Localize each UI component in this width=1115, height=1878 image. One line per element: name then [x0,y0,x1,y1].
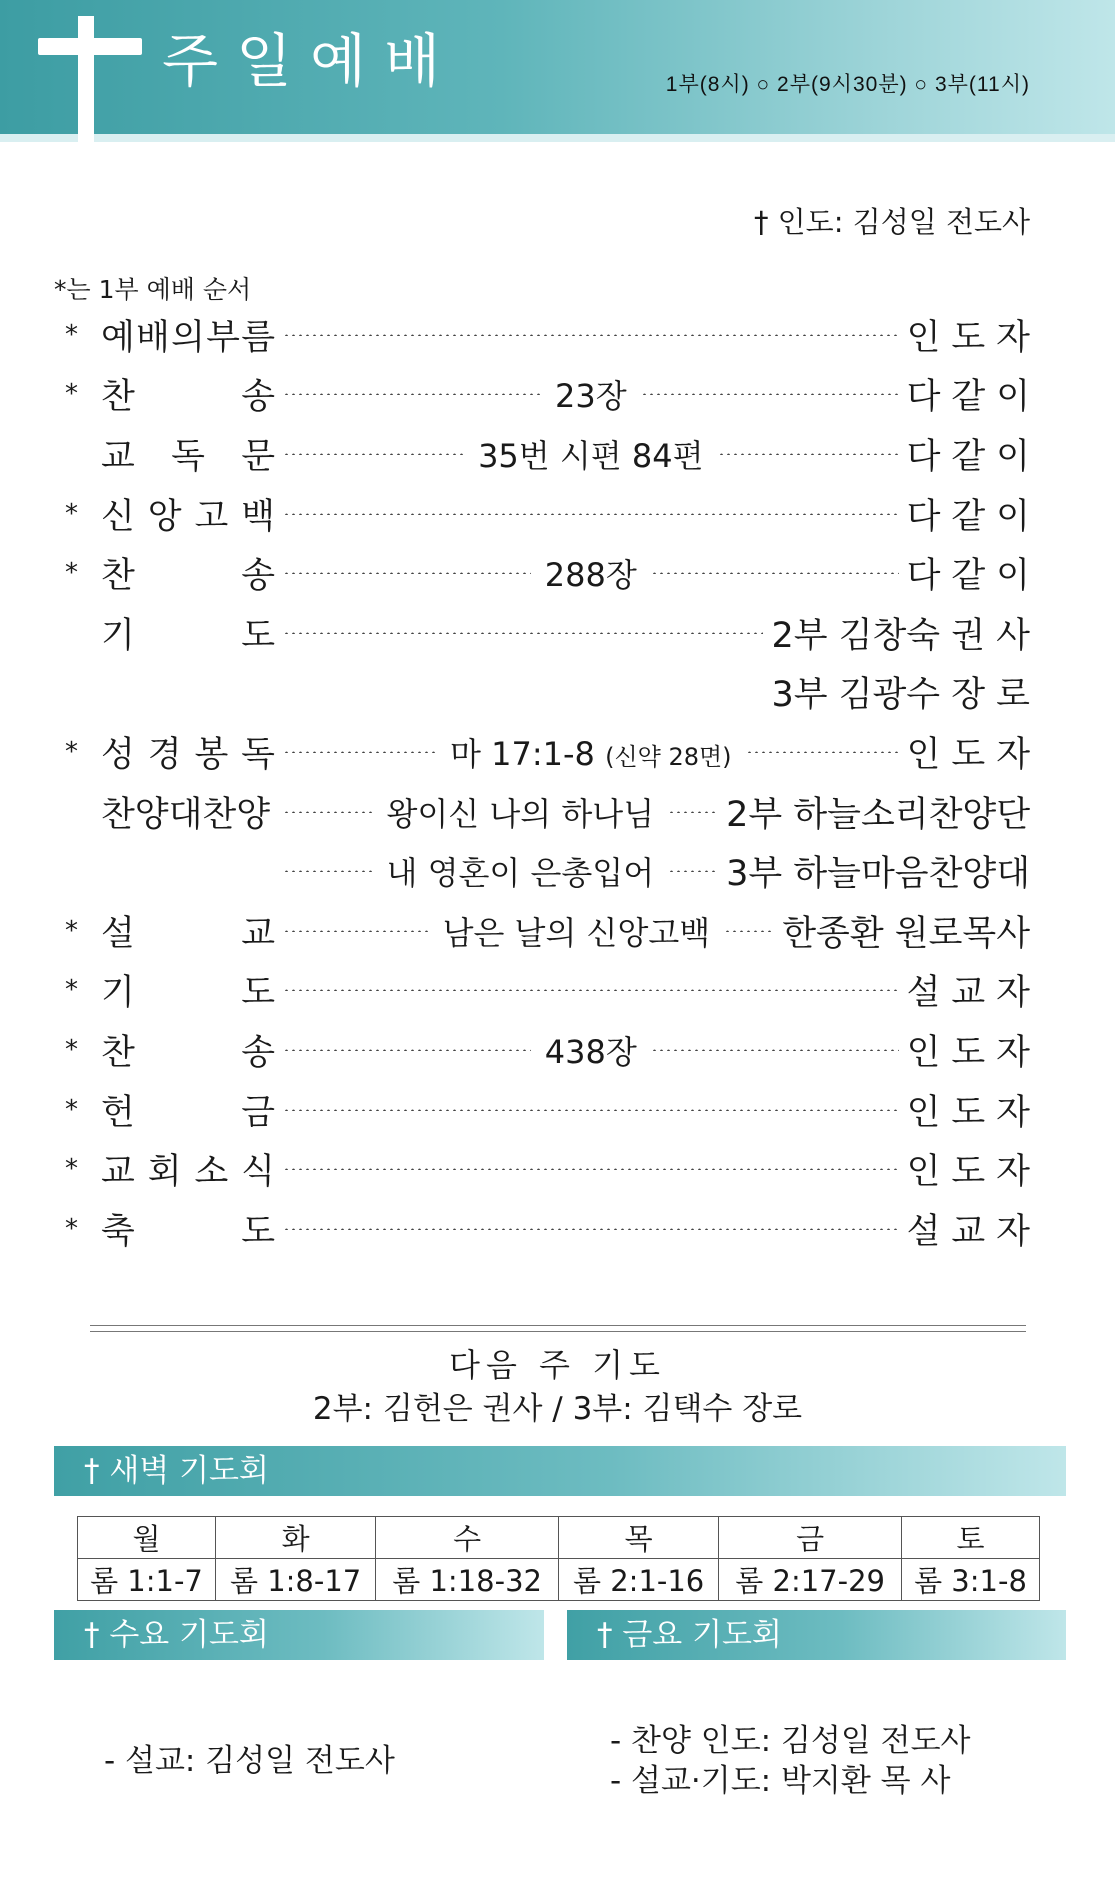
label-char: 독 [171,436,205,477]
label-char: 소 [194,1152,229,1193]
reading-cell: 롬 2:1-16 [558,1559,718,1601]
worship-item-person: 인도자 [906,1092,1041,1133]
worship-item-label [101,1085,275,1135]
worship-item-label [101,608,275,658]
first-service-marker: * [65,498,78,529]
page-title: 주일예배 [162,27,459,95]
first-service-marker: * [65,915,78,946]
worship-item-person: 2부 하늘소리찬양단 [726,794,1030,835]
label-char: 부 [206,317,240,358]
weekday-cell: 월 [78,1517,216,1559]
reading-cell: 롬 2:17-29 [719,1559,902,1601]
first-service-marker: * [65,319,78,350]
leader-dots [283,1228,899,1230]
reading-cell: 롬 1:8-17 [215,1559,375,1601]
worship-row [65,961,1041,1021]
leader-dots [283,632,763,634]
reading-cell: 롬 1:18-32 [376,1559,559,1601]
label-char: 신 [101,496,135,537]
worship-row [65,484,1041,544]
label-char: 헌 [101,1092,135,1133]
label-char: 의 [171,317,205,358]
leader-dots [283,393,541,395]
worship-item-person: 2부 김창숙 권 사 [771,615,1030,656]
wednesday-prayer-header [54,1610,544,1660]
first-service-marker: * [65,558,78,589]
worship-item-detail [444,729,737,775]
label-char: 교 [241,913,275,954]
header-underline [0,134,1115,142]
friday-sermon-prayer: - 설교·기도: 박지환 목 사 [610,1763,951,1799]
worship-item-detail [539,550,643,596]
label-char: 독 [241,734,275,775]
worship-item-detail [539,1027,643,1073]
leader-dots [283,572,531,574]
label-char: 앙 [147,496,182,537]
worship-item-label [101,548,275,598]
worship-item-detail [380,789,660,835]
worship-row [65,365,1042,425]
order-of-worship [65,305,1042,1259]
worship-row [65,603,1030,663]
leader-dots [283,453,464,455]
label-char: 금 [241,1092,275,1133]
worship-item-person: 3부 하늘마음찬양대 [726,854,1030,895]
label-char: 예 [101,317,135,358]
dawn-prayer-header [54,1446,1066,1496]
leader-dots [668,870,718,872]
worship-item-label [101,310,275,360]
worship-item-label [101,1144,275,1194]
worship-item-detail [437,908,717,954]
detail-text: 35번 시편 84편 [478,436,704,475]
worship-leader: † 인도: 김성일 전도사 [753,205,1030,239]
leader-dots [283,513,899,515]
label-char: 경 [147,734,182,775]
detail-text: 내 영혼이 은총입어 [386,854,655,893]
worship-item-person: 다같이 [906,377,1042,418]
leader-dots [283,870,372,872]
weekday-cell: 수 [376,1517,559,1559]
service-times: 1부(8시) ○ 2부(9시30분) ○ 3부(11시) [665,73,1030,96]
label-char: 성 [101,734,135,775]
label-char: 식 [241,1152,275,1193]
label-char: 교 [101,436,135,477]
label-char: 회 [147,1152,182,1193]
worship-item-label [101,965,275,1015]
leader-dots [724,930,774,932]
next-week-prayer-names: 2부: 김헌은 권사 / 3부: 김택수 장로 [312,1391,803,1427]
label-char: 송 [241,556,275,597]
weekday-cell: 토 [901,1517,1039,1559]
worship-item-detail [549,371,633,417]
leader-dots [283,930,429,932]
cross-icon [78,16,94,142]
worship-item-person: 인도자 [906,1032,1041,1073]
leader-dots [641,393,899,395]
leader-dots [283,1109,899,1111]
worship-row [65,722,1042,782]
first-service-marker: * [65,379,78,410]
label-char: 송 [241,377,275,418]
leader-dots [283,334,899,336]
reading-cell: 롬 3:1-8 [901,1559,1039,1601]
table-row [78,1517,1040,1559]
weekday-cell: 화 [215,1517,375,1559]
first-service-marker: * [65,736,78,767]
worship-row [65,901,1030,961]
leader-dots [283,811,372,813]
weekday-cell: 금 [719,1517,902,1559]
worship-row [65,1199,1041,1259]
worship-row [65,1139,1041,1199]
detail-text: 438장 [544,1032,637,1071]
detail-note: (신약 28면) [605,742,732,771]
leader-dots [718,453,899,455]
worship-item-person: 설교자 [906,1211,1041,1252]
worship-item-person: 3부 김광수 장 로 [771,675,1030,716]
worship-item-label [101,727,275,777]
cross-icon-bar [38,38,142,55]
label-char: 기 [101,973,135,1014]
worship-item-label [101,906,275,956]
friday-prayer-header [567,1610,1066,1660]
label-char: 찬 [101,1032,135,1073]
worship-row [65,424,1041,484]
label-char: 봉 [194,734,229,775]
label-char: 문 [241,436,275,477]
worship-item-person: 인도자 [906,1152,1041,1193]
first-service-note: *는 1부 예배 순서 [54,275,252,304]
detail-text: 288장 [544,556,637,595]
detail-text: 23장 [554,377,627,416]
detail-text: 마 17:1-8 [450,734,595,773]
worship-row [65,1080,1041,1140]
next-week-prayer-title: 다음 주 기도 [449,1346,666,1384]
divider [90,1325,1026,1332]
label-char: 찬양대찬양 [101,794,271,835]
dawn-prayer-table [77,1516,1040,1601]
reading-cell: 롬 1:1-7 [78,1559,216,1601]
worship-row [65,782,1030,842]
worship-item-person: 인도자 [906,317,1041,358]
worship-item-label [101,1204,275,1254]
worship-item-detail [380,848,660,894]
leader-dots [668,811,718,813]
friday-prayer-title: † 금요 기도회 [597,1617,782,1653]
worship-item-person: 다같이 [906,496,1041,537]
leader-dots [651,572,899,574]
worship-item-person: 한종환 원로목사 [782,913,1030,954]
worship-item-label [101,489,275,539]
leader-dots [283,989,899,991]
label-char: 도 [241,973,275,1014]
label-char: 교 [101,1152,135,1193]
worship-item-detail [472,431,709,477]
worship-item-label [101,369,275,419]
leader-dots [283,1168,899,1170]
leader-dots [651,1049,899,1051]
worship-row [65,663,1030,723]
worship-item-label [101,787,275,837]
detail-text: 남은 날의 신앙고백 [442,913,711,952]
dawn-prayer-title: † 새벽 기도회 [84,1453,269,1489]
label-char: 백 [241,496,275,537]
first-service-marker: * [65,1094,78,1125]
label-char: 도 [241,615,275,656]
worship-item-person: 설교자 [906,973,1041,1014]
wednesday-prayer-title: † 수요 기도회 [84,1617,269,1653]
worship-item-person: 인도자 [906,734,1042,775]
leader-dots [746,751,899,753]
worship-item-person: 다같이 [906,436,1041,477]
worship-item-label [101,429,275,479]
worship-row [65,1020,1041,1080]
first-service-marker: * [65,975,78,1006]
worship-row [65,305,1041,365]
worship-row [65,841,1030,901]
label-char: 배 [136,317,170,358]
label-char: 름 [241,317,275,358]
detail-text: 왕이신 나의 하나님 [386,794,655,833]
table-row [78,1559,1040,1601]
label-char: 찬 [101,377,135,418]
first-service-marker: * [65,1034,78,1065]
leader-dots [283,751,436,753]
label-char: 축 [101,1211,135,1252]
label-char: 송 [241,1032,275,1073]
weekday-cell: 목 [558,1517,718,1559]
worship-item-person: 다같이 [906,556,1041,597]
first-service-marker: * [65,1213,78,1244]
worship-item-label [101,1025,275,1075]
label-char: 고 [194,496,229,537]
wednesday-sermon: - 설교: 김성일 전도사 [104,1743,395,1779]
worship-row [65,543,1041,603]
leader-dots [283,1049,531,1051]
label-char: 찬 [101,556,135,597]
label-char: 도 [241,1211,275,1252]
label-char: 설 [101,913,135,954]
first-service-marker: * [65,1154,78,1185]
friday-praise-leader: - 찬양 인도: 김성일 전도사 [610,1723,971,1759]
label-char: 기 [101,615,135,656]
